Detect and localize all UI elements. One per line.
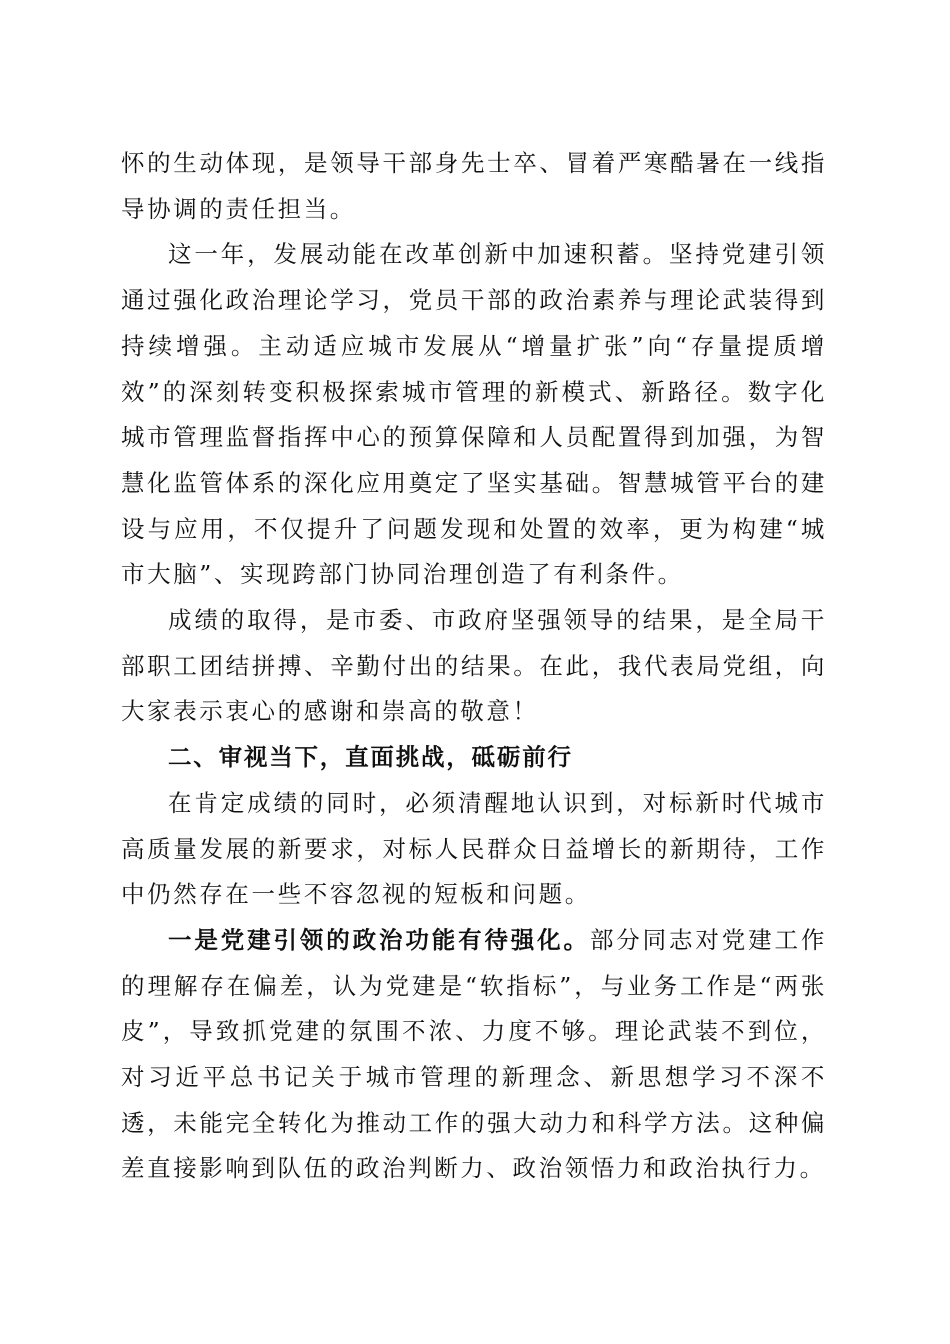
paragraph-challenges-intro: 在肯定成绩的同时，必须清醒地认识到，对标新时代城市高质量发展的新要求，对标人民群众日益增长的新期待，工作中仍然存在一些不容忽视的短板和问题。	[121, 788, 827, 909]
section-heading: 二、审视当下，直面挑战，砥砺前行	[168, 743, 573, 772]
paragraph-acknowledgement: 成绩的取得，是市委、市政府坚强领导的结果，是全局干部职工团结拼搏、辛勤付出的结果。在此，我代表局党组，向大家表示衷心的感谢和崇高的敬意！	[121, 606, 827, 726]
paragraph-development-momentum: 这一年，发展动能在改革创新中加速积蓄。坚持党建引领通过强化政治理论学习，党员干部的政治素养与理论武装得到持续增强。主动适应城市发展从“增量扩张”向“存量提质增效”的深刻转变积极探索城市管理的新模式、新路径。数字化城市管理监督指挥中心的预算保障和人员配置得到加强，为智慧化监管体系的深化应用奠定了坚实基础。智慧城管平台的建设与应用，不仅提升了问题发现和处置的效率，更为构建“城市大脑”、实现跨部门协同治理创造了有利条件。	[121, 240, 827, 589]
paragraph-continuation: 怀的生动体现，是领导干部身先士卒、冒着严寒酷暑在一线指导协调的责任担当。	[121, 149, 827, 223]
paragraph-party-building-issue	[121, 918, 827, 1192]
document-body	[121, 141, 827, 1192]
paragraph-lead-body: 部分同志对党建工作的理解存在偏差，认为党建是“软指标”，与业务工作是“两张皮”，导致抓党建的氛围不浓、力度不够。理论武装不到位，对习近平总书记关于城市管理的新理念、新思想学习不深不透，未能完全转化为推动工作的强大动力和科学方法。这种偏差直接影响到队伍的政治判断力、政治领悟力和政治执行力。	[121, 925, 827, 1183]
paragraph-lead-sentence: 一是党建引领的政治功能有待强化。	[168, 925, 590, 954]
